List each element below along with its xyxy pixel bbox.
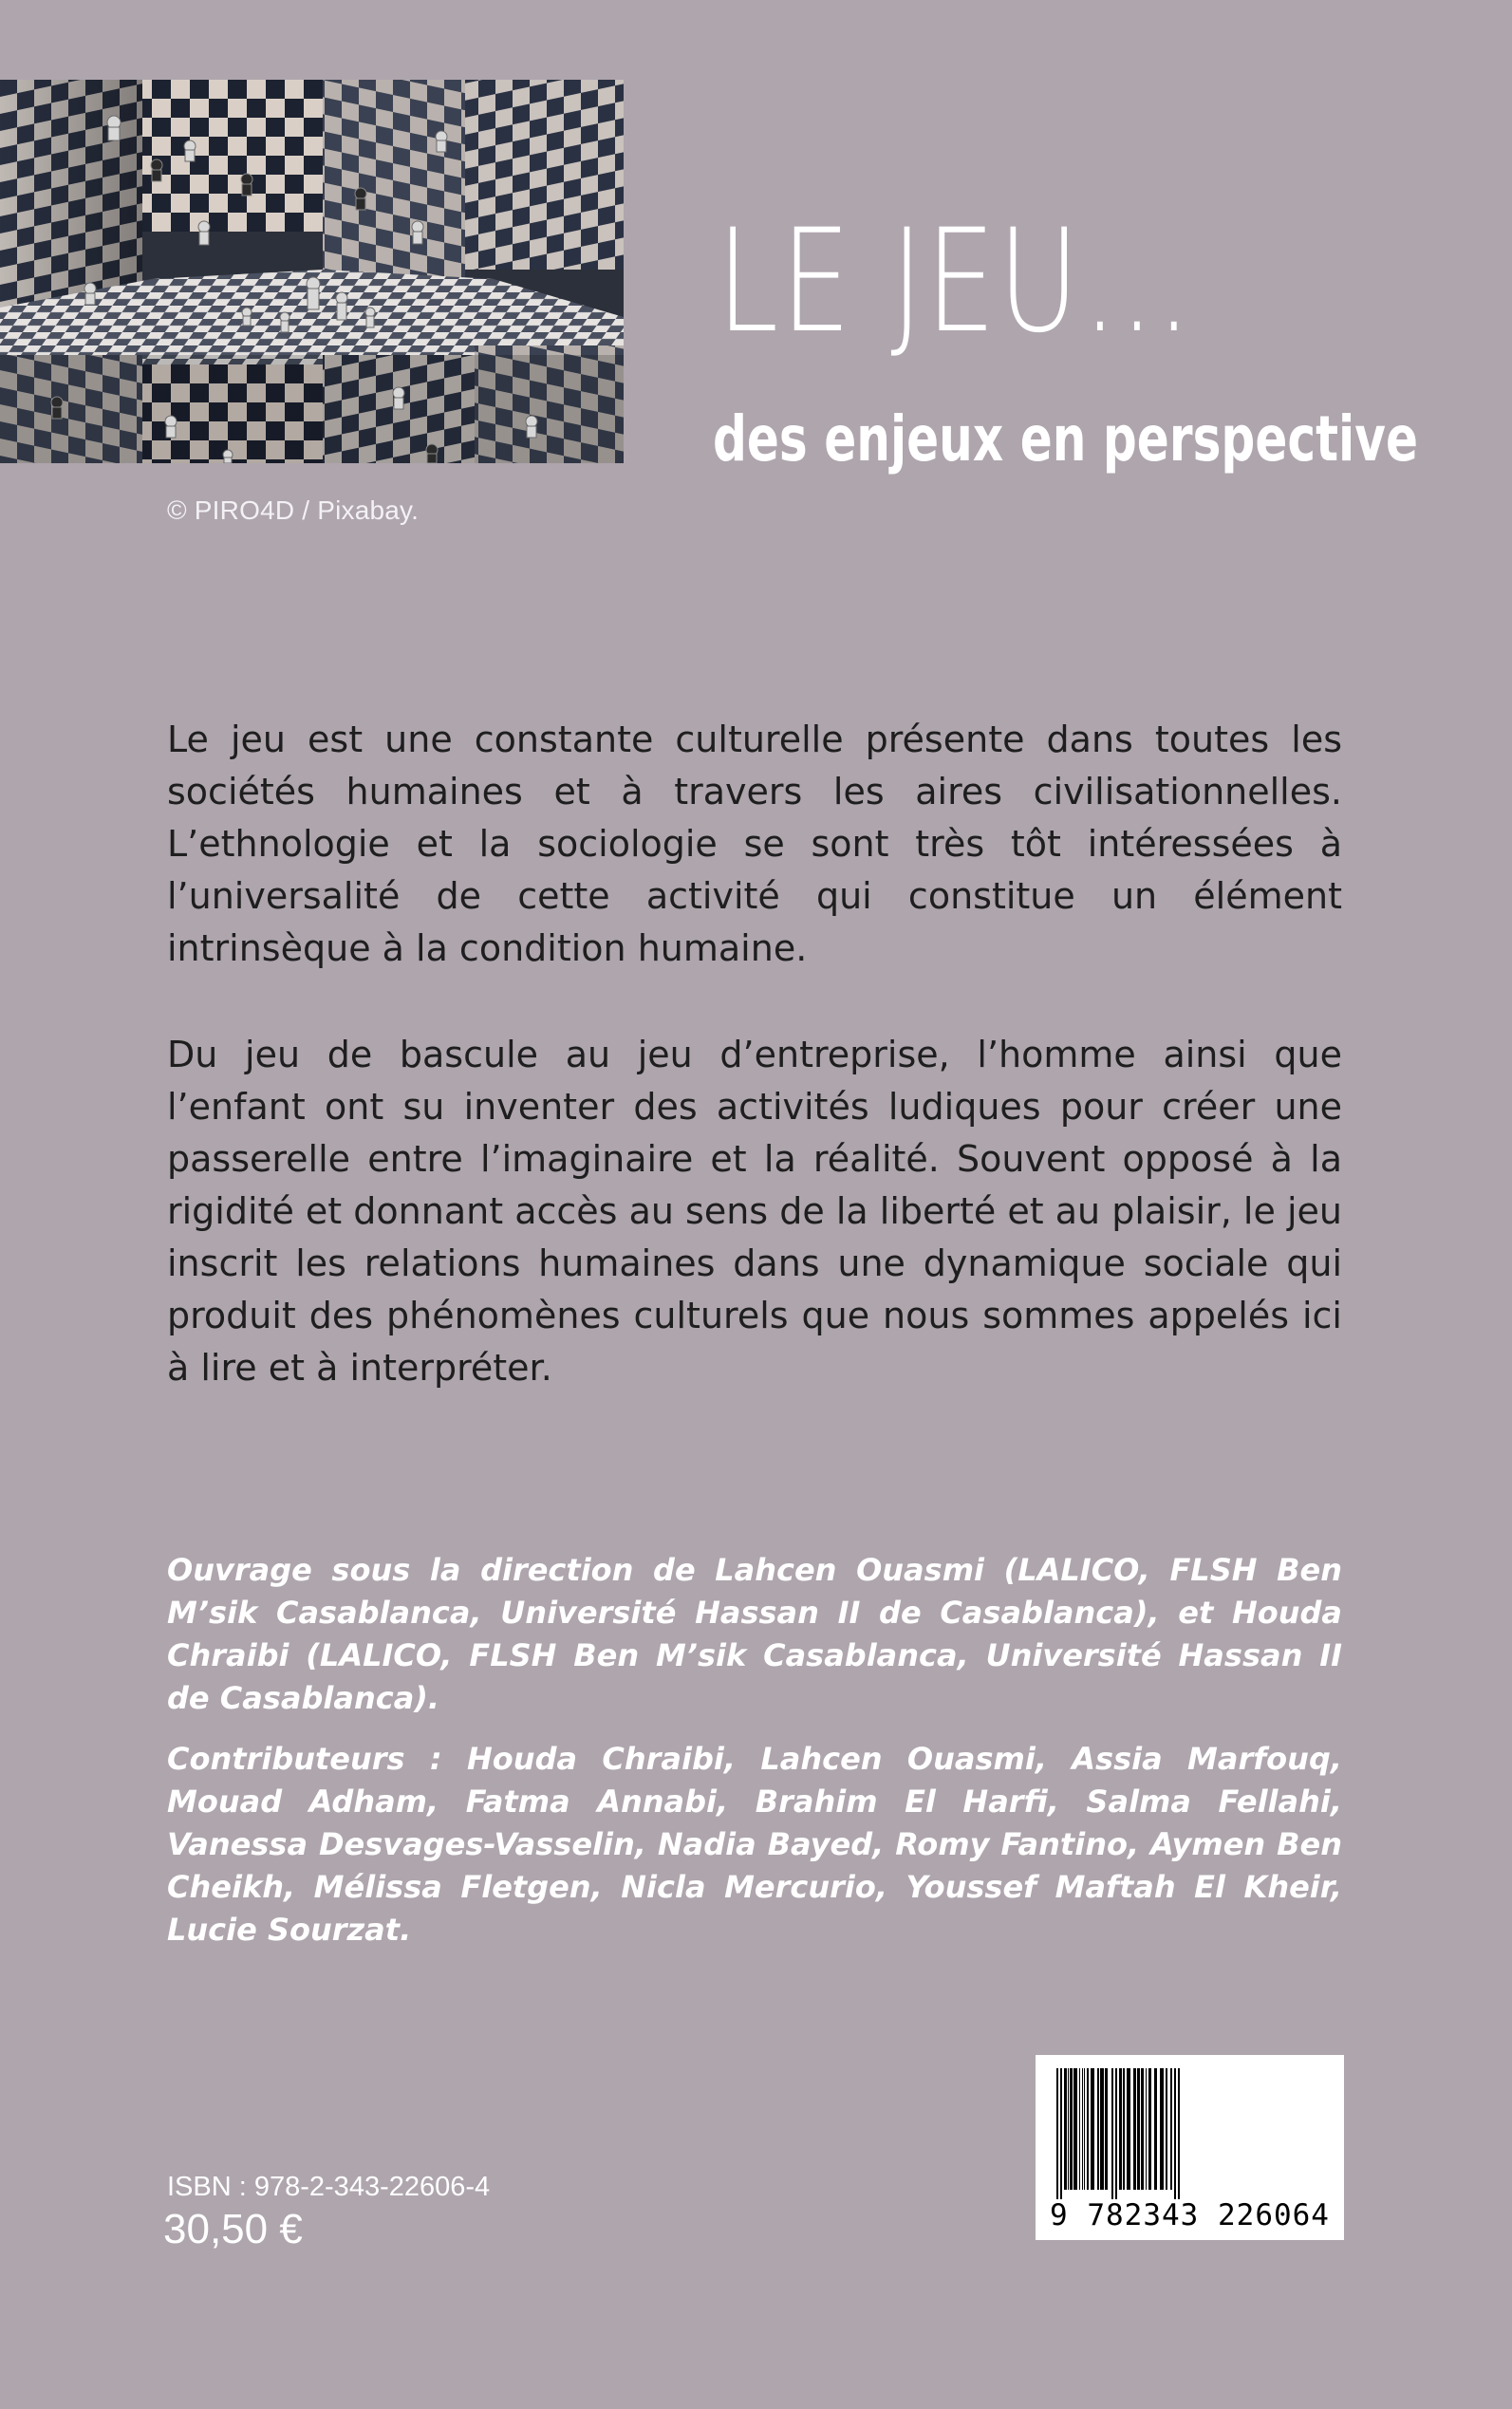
barcode-bar bbox=[1127, 2068, 1130, 2190]
book-title: LE JEU… bbox=[717, 199, 1195, 364]
barcode-bar bbox=[1146, 2068, 1147, 2190]
barcode-bar bbox=[1148, 2068, 1151, 2190]
barcode-bar bbox=[1178, 2068, 1180, 2199]
barcode-bar bbox=[1064, 2068, 1067, 2190]
image-credit: © PIRO4D / Pixabay. bbox=[167, 495, 420, 525]
barcode-bar bbox=[1115, 2068, 1117, 2199]
isbn: ISBN : 978-2-343-22606-4 bbox=[167, 2172, 491, 2202]
editors-credit: Ouvrage sous la direction de Lahcen Ouasmi (LALICO, FLSH Ben M’sik Casablanca, Université Hassan II de Casablanca), et Houda Chraibi (LALICO, FLSH Ben M’sik Casablanca, Université Hassan II de Casablanca). bbox=[167, 1552, 1342, 1716]
barcode-bar bbox=[1123, 2068, 1125, 2190]
barcode-bar bbox=[1174, 2068, 1176, 2199]
barcode-bar bbox=[1087, 2068, 1089, 2190]
barcode-bar bbox=[1084, 2068, 1085, 2190]
barcode-bar bbox=[1141, 2068, 1144, 2190]
barcode-bar bbox=[1170, 2068, 1172, 2190]
barcode-bar bbox=[1068, 2068, 1069, 2190]
barcode-bar bbox=[1100, 2068, 1104, 2190]
blurb-paragraph-1: Le jeu est une constante culturelle présente dans toutes les sociétés humaines et à travers les aires civilisationnelles. L’ethnologie et la sociologie se sont très tôt intéressées à l’universalité de cette activité qui constitue un élément intrinsèque à la condition humaine. bbox=[167, 719, 1342, 969]
barcode-bar bbox=[1119, 2068, 1122, 2190]
barcode-bar bbox=[1091, 2068, 1094, 2190]
barcode-bar bbox=[1070, 2068, 1073, 2190]
barcode-bar bbox=[1137, 2068, 1140, 2190]
barcode-digits: 9 782343 226064 bbox=[1050, 2198, 1330, 2232]
contributors-list: Contributeurs : Houda Chraibi, Lahcen Ouasmi, Assia Marfouq, Mouad Adham, Fatma Annabi, Brahim El Harfi, Salma Fellahi, Vanessa Desvages-Vasselin, Nadia Bayed, Romy Fantino, Aymen Ben Cheikh, Mélissa Fletgen, Nicla Mercurio, Youssef Maftah El Kheir, Lucie Sourzat. bbox=[167, 1741, 1342, 1948]
barcode bbox=[1036, 2055, 1344, 2240]
barcode-bar bbox=[1111, 2068, 1113, 2199]
barcode-bar bbox=[1097, 2068, 1099, 2190]
cover-illustration bbox=[0, 80, 624, 463]
blurb-paragraph-2: Du jeu de bascule au jeu d’entreprise, l’homme ainsi que l’enfant ont su inventer des activités ludiques pour créer une passerelle entre l’imaginaire et la réalité. Souvent opposé à la rigidité et donnant accès au sens de la liberté et au plaisir, le jeu inscrit les relations humaines dans une dynamique sociale qui produit des phénomènes culturels que nous sommes appelés ici à lire et à interpréter. bbox=[167, 1034, 1342, 1389]
barcode-bar bbox=[1082, 2068, 1083, 2190]
barcode-bar bbox=[1056, 2068, 1058, 2199]
barcode-bar bbox=[1160, 2068, 1164, 2190]
book-subtitle: des enjeux en perspective bbox=[713, 402, 1418, 476]
barcode-bar bbox=[1133, 2068, 1136, 2190]
barcode-bar bbox=[1166, 2068, 1167, 2190]
barcode-bar bbox=[1079, 2068, 1080, 2190]
barcode-bar bbox=[1154, 2068, 1157, 2190]
price: 30,50 € bbox=[163, 2206, 303, 2252]
barcode-bar bbox=[1073, 2068, 1077, 2190]
barcode-bar bbox=[1060, 2068, 1062, 2199]
barcode-bar bbox=[1105, 2068, 1108, 2190]
